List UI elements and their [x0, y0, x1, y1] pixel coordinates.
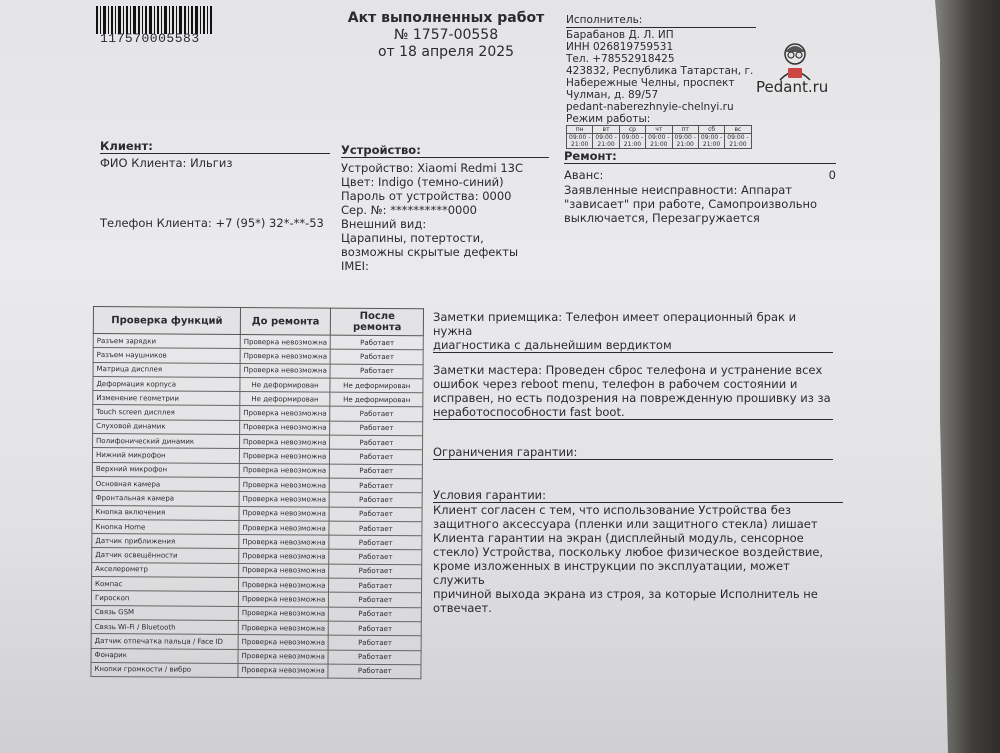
functions-table-wrap	[90, 306, 424, 679]
function-name-cell: Изменение геометрии	[93, 391, 240, 406]
document-date: от 18 апреля 2025	[377, 44, 515, 60]
after-repair-cell: Работает	[329, 564, 422, 579]
imei-label: IMEI:	[341, 259, 369, 273]
executor-phone: Тел. +78552918425	[566, 53, 675, 65]
after-repair-cell: Работает	[330, 364, 423, 379]
functions-table	[90, 306, 424, 679]
warranty-line-2: защитного аксессуара (пленки или защитного стекла) лишает	[433, 517, 818, 531]
day-fri: пт	[672, 126, 698, 134]
client-phone-label: Телефон Клиента:	[100, 216, 212, 230]
function-name-cell: Верхний микрофон	[92, 462, 239, 477]
barcode-number: 117570005583	[100, 31, 200, 46]
function-name-cell: Фронтальная камера	[92, 491, 239, 506]
client-name-label: ФИО Клиента:	[100, 156, 187, 170]
warranty-line-3: Клиента гарантии на экран (дисплейный модуль, сенсорное	[433, 531, 804, 545]
executor-address-1: 423832, Республика Татарстан, г.	[566, 65, 754, 77]
issues-line-2: "зависает" при работе, Самопроизвольно	[564, 197, 818, 211]
after-repair-cell: Работает	[330, 464, 423, 479]
after-repair-cell: Работает	[330, 349, 423, 364]
day-wed: ср	[619, 126, 645, 134]
function-name-cell: Гироскоп	[91, 591, 238, 606]
before-repair-cell: Проверка невозможна	[240, 420, 330, 435]
after-repair-cell: Не деформирован	[330, 392, 423, 407]
brand-name: Pedant.ru	[756, 78, 829, 96]
device-color: Цвет: Indigo (темно-синий)	[341, 175, 504, 189]
device-model: Устройство: Xiaomi Redmi 13C	[341, 161, 523, 175]
advance-label: Аванс:	[564, 168, 604, 182]
master-note-line-1: Заметки мастера: Проведен сброс телефона и устранение всех	[433, 363, 823, 377]
warranty-line-1: Клиент согласен с тем, что использование Устройства без	[433, 503, 792, 517]
hours-table	[566, 125, 752, 149]
client-name-row	[100, 156, 330, 170]
after-repair-cell: Работает	[329, 492, 422, 507]
hours-cell: 09:00 - 21:00	[646, 134, 672, 149]
executor-block	[566, 14, 756, 149]
after-repair-cell: Работает	[329, 535, 422, 550]
device-password: Пароль от устройства: 0000	[341, 189, 512, 203]
after-repair-cell: Работает	[330, 421, 423, 436]
function-name-cell: Основная камера	[92, 476, 239, 491]
repair-heading: Ремонт:	[564, 149, 836, 164]
warranty-line-7: отвечает.	[433, 601, 492, 615]
function-name-cell: Кнопки громкости / вибро	[91, 662, 238, 677]
executor-name: Барабанов Д. Л. ИП	[566, 29, 674, 41]
day-sat: сб	[698, 126, 724, 134]
before-repair-cell: Проверка невозможна	[240, 349, 330, 364]
master-note-line-2: ошибок через reboot menu, телефон в рабочем состоянии и	[433, 377, 798, 391]
before-repair-cell: Проверка невозможна	[238, 663, 328, 678]
function-name-cell: Связь GSM	[91, 605, 238, 620]
hours-cell: 09:00 - 21:00	[725, 134, 751, 149]
before-repair-cell: Проверка невозможна	[238, 592, 328, 607]
before-repair-cell: Проверка невозможна	[239, 506, 329, 521]
table-row	[91, 662, 421, 679]
hours-cell: 09:00 - 21:00	[593, 134, 619, 149]
before-repair-cell: Проверка невозможна	[239, 449, 329, 464]
function-name-cell: Слуховой динамик	[93, 419, 240, 434]
hours-cell: 09:00 - 21:00	[698, 134, 724, 149]
function-name-cell: Акселерометр	[92, 562, 239, 577]
after-repair-cell: Работает	[330, 435, 423, 450]
function-name-cell: Нижний микрофон	[92, 448, 239, 463]
before-repair-cell: Проверка невозможна	[239, 463, 329, 478]
function-name-cell: Деформация корпуса	[93, 376, 240, 391]
function-name-cell: Датчик освещённости	[92, 548, 239, 563]
function-name-cell: Touch screen дисплея	[93, 405, 240, 420]
after-repair-cell: Работает	[330, 478, 423, 493]
client-name: Ильгиз	[190, 156, 233, 170]
before-repair-cell: Проверка невозможна	[239, 492, 329, 507]
master-note-line-3: исправен, но есть подозрения на поврежденную прошивку из за	[433, 391, 831, 405]
before-repair-cell: Проверка невозможна	[239, 520, 329, 535]
issues-line-3: выключается, Перезагружается	[564, 211, 760, 225]
after-repair-cell: Работает	[328, 650, 421, 665]
appearance-line-1: Царапины, потертости,	[341, 231, 484, 245]
warranty-terms	[433, 488, 843, 615]
before-repair-cell: Проверка невозможна	[240, 406, 330, 421]
after-repair-cell: Работает	[329, 578, 422, 593]
before-repair-cell: Не деформирован	[240, 392, 330, 407]
receiver-notes	[433, 310, 833, 353]
warranty-line-5: кроме изложенных в инструкции по эксплуатации, может служить	[433, 559, 790, 587]
col-header-function: Проверка функций	[93, 307, 240, 335]
executor-heading: Исполнитель:	[566, 14, 756, 28]
before-repair-cell: Не деформирован	[240, 377, 330, 392]
after-repair-cell: Работает	[328, 635, 421, 650]
pedant-logo-icon	[770, 40, 820, 82]
function-name-cell: Фонарик	[91, 648, 238, 663]
before-repair-cell: Проверка невозможна	[239, 549, 329, 564]
hours-cell: 09:00 - 21:00	[672, 134, 698, 149]
after-repair-cell: Работает	[331, 335, 424, 350]
device-block	[341, 143, 549, 273]
advance-value: 0	[828, 168, 836, 182]
warranty-limits: Ограничения гарантии:	[433, 445, 833, 460]
before-repair-cell: Проверка невозможна	[238, 649, 328, 664]
after-repair-cell: Работает	[329, 621, 422, 636]
function-name-cell: Разъем зарядки	[93, 334, 240, 349]
before-repair-cell: Проверка невозможна	[240, 363, 330, 378]
after-repair-cell: Работает	[329, 550, 422, 565]
document-title: Акт выполненных работ	[347, 10, 545, 26]
col-header-after: После ремонта	[331, 308, 424, 336]
before-repair-cell: Проверка невозможна	[238, 606, 328, 621]
device-heading: Устройство:	[341, 143, 549, 158]
function-name-cell: Связь Wi-Fi / Bluetooth	[91, 619, 238, 634]
executor-website: pedant-naberezhnyie-chelnyi.ru	[566, 101, 734, 113]
barcode-graphic	[96, 6, 212, 34]
after-repair-cell: Работает	[329, 592, 422, 607]
function-name-cell: Датчик отпечатка пальца / Face ID	[91, 634, 238, 649]
before-repair-cell: Проверка невозможна	[238, 620, 328, 635]
device-serial: Сер. №: **********0000	[341, 203, 477, 217]
repair-block	[564, 149, 836, 225]
warranty-line-6: причиной выхода экрана из строя, за которые Исполнитель не	[433, 587, 818, 601]
after-repair-cell: Не деформирован	[330, 378, 423, 393]
day-tue: вт	[593, 126, 619, 134]
after-repair-cell: Работает	[330, 450, 423, 465]
function-name-cell: Кнопка Home	[92, 519, 239, 534]
before-repair-cell: Проверка невозможна	[240, 435, 330, 450]
client-phone-row	[100, 216, 324, 230]
function-name-cell: Кнопка включения	[92, 505, 239, 520]
warranty-line-4: стекло) Устройства, поскольку любое физическое воздействие,	[433, 545, 824, 559]
before-repair-cell: Проверка невозможна	[239, 477, 329, 492]
before-repair-cell: Проверка невозможна	[239, 578, 329, 593]
function-name-cell: Компас	[92, 577, 239, 592]
appearance-label: Внешний вид:	[341, 217, 427, 231]
document-number: № 1757-00558	[393, 27, 499, 43]
executor-address-3: Чулман, д. 89/57	[566, 89, 659, 101]
day-mon: пн	[567, 126, 593, 134]
day-sun: вс	[725, 126, 751, 134]
client-heading: Клиент:	[100, 139, 330, 154]
executor-address-2: Набережные Челны, проспект	[566, 77, 735, 89]
receiver-note-line-1: Заметки приемщика: Телефон имеет операционный брак и нужна	[433, 310, 797, 338]
before-repair-cell: Проверка невозможна	[238, 635, 328, 650]
after-repair-cell: Работает	[329, 607, 422, 622]
function-name-cell: Полифонический динамик	[93, 434, 240, 449]
before-repair-cell: Проверка невозможна	[239, 535, 329, 550]
executor-inn: ИНН 026819759531	[566, 41, 674, 53]
issues-line-1: Заявленные неисправности: Аппарат	[564, 183, 793, 197]
hours-cell: 09:00 - 21:00	[619, 134, 645, 149]
after-repair-cell: Работает	[328, 664, 421, 679]
advance-row	[564, 168, 836, 182]
function-name-cell: Разъем наушников	[93, 348, 240, 363]
day-thu: чт	[646, 126, 672, 134]
warranty-terms-heading: Условия гарантии:	[433, 488, 843, 503]
master-note-line-4: неработоспособности fast boot.	[433, 405, 833, 420]
before-repair-cell: Проверка невозможна	[240, 335, 330, 350]
client-phone: +7 (95*) 32*-**-53	[215, 216, 324, 230]
function-name-cell: Датчик приближения	[92, 534, 239, 549]
function-name-cell: Матрица дисплея	[93, 362, 240, 377]
hours-cell: 09:00 - 21:00	[567, 134, 593, 149]
receiver-note-line-2: диагностика с дальнейшим вердиктом	[433, 338, 833, 353]
appearance-line-2: возможны скрытые дефекты	[341, 245, 519, 259]
after-repair-cell: Работает	[330, 407, 423, 422]
before-repair-cell: Проверка невозможна	[239, 563, 329, 578]
after-repair-cell: Работает	[329, 521, 422, 536]
master-notes	[433, 363, 833, 420]
col-header-before: До ремонта	[240, 308, 331, 336]
hours-label: Режим работы:	[566, 113, 651, 125]
client-block	[100, 139, 330, 170]
after-repair-cell: Работает	[329, 507, 422, 522]
